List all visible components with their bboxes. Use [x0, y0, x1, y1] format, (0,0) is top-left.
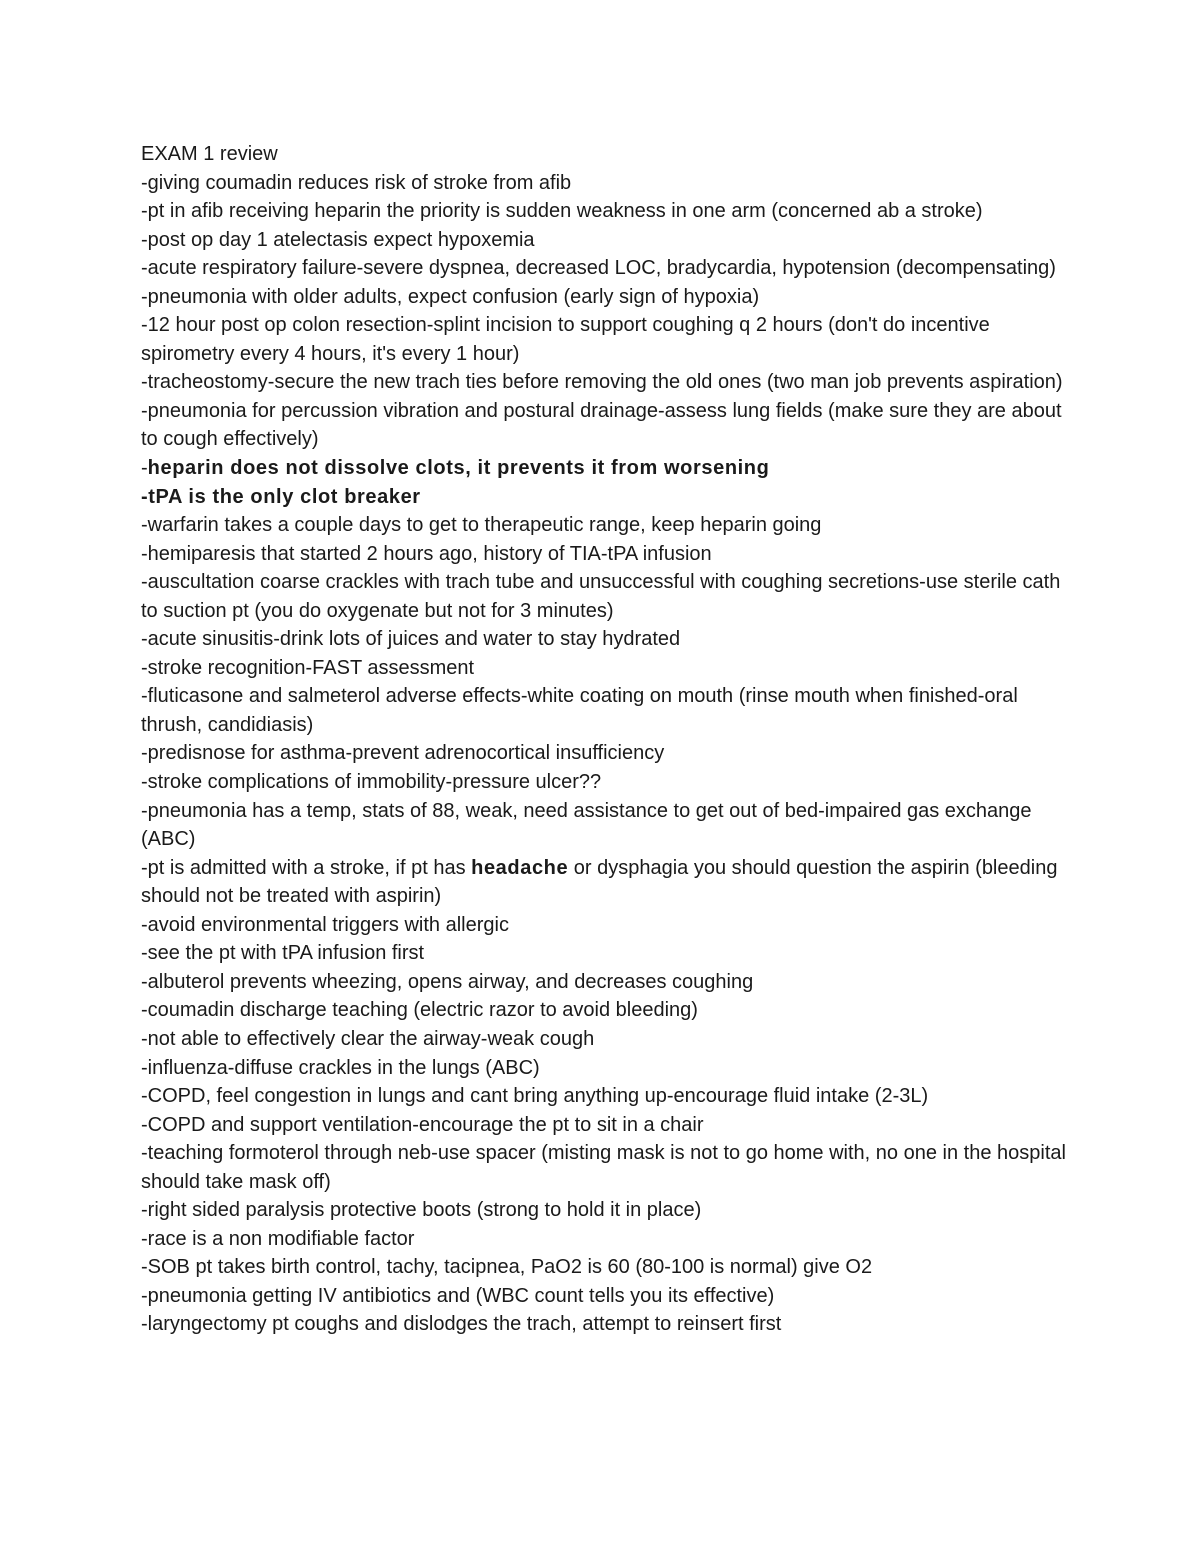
note-item: -tracheostomy-secure the new trach ties before removing the old ones (two man job prevents aspiration): [141, 371, 1063, 394]
note-item: -avoid environmental triggers with allergic: [141, 913, 509, 936]
note-item: -not able to effectively clear the airway-weak cough: [141, 1027, 595, 1050]
note-item: -influenza-diffuse crackles in the lungs (ABC): [141, 1056, 540, 1079]
note-item: -pneumonia with older adults, expect confusion (early sign of hypoxia): [141, 285, 760, 308]
note-item: -giving coumadin reduces risk of stroke from afib: [141, 171, 572, 194]
note-item: -see the pt with tPA infusion first: [141, 942, 425, 965]
note-item: -COPD and support ventilation-encourage the pt to sit in a chair: [141, 1113, 704, 1136]
note-item: -acute respiratory failure-severe dyspnea, decreased LOC, bradycardia, hypotension (decompensating): [141, 257, 1056, 280]
note-item: -acute sinusitis-drink lots of juices and water to stay hydrated: [141, 628, 681, 651]
note-item: -laryngectomy pt coughs and dislodges the trach, attempt to reinsert first: [141, 1313, 782, 1336]
note-item: -SOB pt takes birth control, tachy, tacipnea, PaO2 is 60 (80-100 is normal) give O2: [141, 1256, 873, 1279]
note-item-mixed: [141, 854, 1071, 911]
note-item: -albuterol prevents wheezing, opens airway, and decreases coughing: [141, 970, 754, 993]
note-item-bold: [141, 454, 1071, 483]
note-item: -teaching formoterol through neb-use spacer (misting mask is not to go home with, no one in the hospital should take mask off): [141, 1142, 1066, 1193]
document-body: [141, 140, 1071, 1339]
note-bold-text: headache: [471, 856, 569, 879]
note-item: -pneumonia getting IV antibiotics and (WBC count tells you its effective): [141, 1284, 775, 1307]
document-title: EXAM 1 review: [141, 143, 278, 165]
note-item: -pneumonia for percussion vibration and postural drainage-assess lung fields (make sure they are about to cough effectively): [141, 399, 1062, 451]
note-item: -pneumonia has a temp, stats of 88, weak, need assistance to get out of bed-impaired gas exchange (ABC): [141, 799, 1032, 851]
note-item: -right sided paralysis protective boots (strong to hold it in place): [141, 1199, 702, 1222]
note-item: -race is a non modifiable factor: [141, 1227, 415, 1250]
note-text-before: -pt is admitted with a stroke, if pt has: [141, 856, 472, 879]
note-item: -warfarin takes a couple days to get to therapeutic range, keep heparin going: [141, 514, 822, 537]
note-item: -predisnose for asthma-prevent adrenocortical insufficiency: [141, 742, 665, 765]
note-item: -hemiparesis that started 2 hours ago, history of TIA-tPA infusion: [141, 542, 712, 565]
note-item: -12 hour post op colon resection-splint incision to support coughing q 2 hours (don't do incentive spirometry every 4 hours, it's every 1 hour): [141, 314, 990, 365]
note-bold-text: heparin does not dissolve clots, it prevents it from worsening: [147, 457, 770, 480]
note-item: -coumadin discharge teaching (electric razor to avoid bleeding): [141, 999, 698, 1022]
note-item: -stroke complications of immobility-pressure ulcer??: [141, 771, 602, 794]
note-item: -fluticasone and salmeterol adverse effects-white coating on mouth (rinse mouth when finished-oral thrush, candidiasis): [141, 685, 1018, 736]
note-prefix: -: [141, 457, 148, 480]
note-item-bold: -tPA is the only clot breaker: [141, 485, 421, 508]
note-text-after: or dysphagia you should question the aspirin (bleeding should not be treated with aspirin): [141, 856, 1058, 908]
note-item: -post op day 1 atelectasis expect hypoxemia: [141, 228, 535, 251]
note-item: -auscultation coarse crackles with trach tube and unsuccessful with coughing secretions-use sterile cath to suction pt (you do oxygenate but not for 3 minutes): [141, 571, 1061, 622]
note-item: -COPD, feel congestion in lungs and cant bring anything up-encourage fluid intake (2-3L): [141, 1085, 929, 1108]
note-item: -pt in afib receiving heparin the priority is sudden weakness in one arm (concerned ab a stroke): [141, 200, 983, 223]
note-item: -stroke recognition-FAST assessment: [141, 656, 475, 679]
